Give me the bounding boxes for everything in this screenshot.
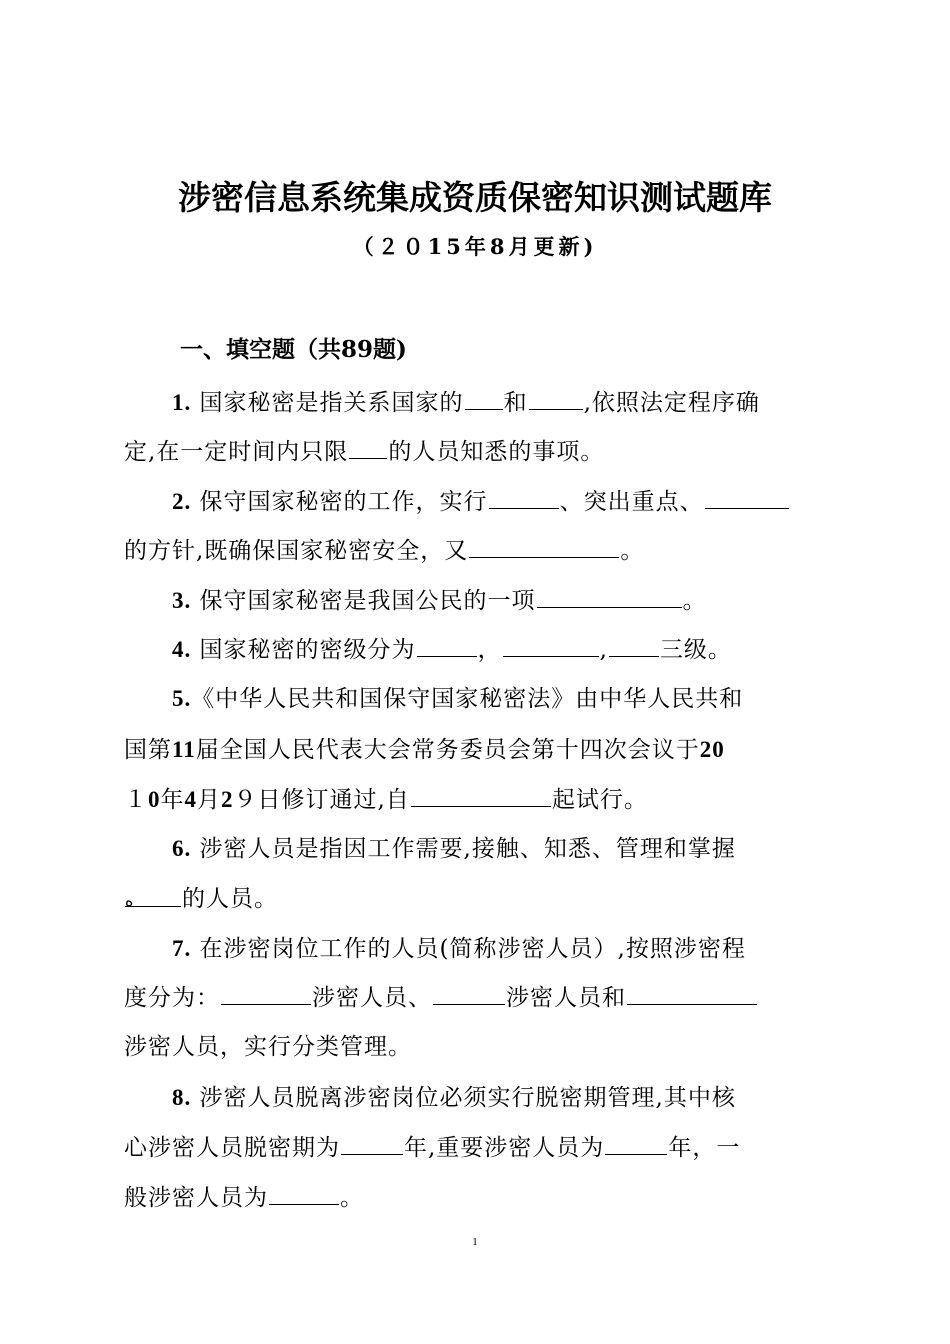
question-2-line-1: 2. 保守国家秘密的工作，实行 、突出重点、 [172,483,790,516]
document-subtitle: （２０15年8月更新) [352,234,598,259]
fill-blank[interactable] [411,786,551,807]
question-6-line-1: 6. 涉密人员是指因工作需要,接触、知悉、管理和掌握 [172,836,736,862]
question-3-line-1: 3. 保守国家秘密是我国公民的一项 。 [172,588,707,614]
page-number: 1 [472,1236,478,1248]
question-7-line-1: 7. 在涉密岗位工作的人员(简称涉密人员）,按照涉密程 [172,936,746,962]
question-4-line-1: 4. 国家秘密的密级分为 ， , 三级。 [172,637,732,663]
fill-blank[interactable]: ه [125,886,181,907]
fill-blank[interactable] [465,389,503,410]
fill-blank[interactable] [529,389,583,410]
fill-blank[interactable] [705,488,789,509]
question-6-line-2: ه 的人员。 [125,886,278,912]
question-1-line-1: 1. 国家秘密是指关系国家的 和 ,依照法定程序确 [172,390,760,416]
document-title: 涉密信息系统集成资质保密知识测试题库 [178,178,772,217]
question-7-line-3: 涉密人员，实行分类管理。 [124,1034,412,1060]
fill-blank[interactable] [489,488,559,509]
fill-blank[interactable] [605,1134,667,1155]
question-2-line-2: 的方针,既确保国家秘密安全，又 。 [124,538,645,564]
fill-blank[interactable] [269,1184,339,1205]
fill-blank[interactable] [503,636,599,657]
fill-blank[interactable] [417,636,477,657]
fill-blank[interactable] [341,1134,403,1155]
question-8-line-1: 8. 涉密人员脱离涉密岗位必须实行脱密期管理,其中核 [172,1085,736,1111]
question-7-line-2: 度分为： 涉密人员、 涉密人员和 [124,979,758,1012]
question-8-line-2: 心涉密人员脱密期为 年,重要涉密人员为 年，一 [124,1135,741,1161]
fill-blank[interactable] [221,984,311,1005]
question-5-line-1: 5.《中华人民共和国保守国家秘密法》由中华人民共和 [172,686,744,712]
question-1-line-2: 定,在一定时间内只限 的人员知悉的事项。 [124,439,605,465]
question-5-line-3: １0年4月2９日修订通过,自 起试行。 [124,787,648,813]
fill-blank[interactable] [349,438,387,459]
fill-blank[interactable] [609,636,659,657]
section-heading: 一、填空题（共89题) [180,336,407,363]
fill-blank[interactable] [627,984,757,1005]
fill-blank[interactable] [469,537,619,558]
fill-blank[interactable] [537,587,682,608]
question-5-line-2: 国第11届全国人民代表大会常务委员会第十四次会议于20 [124,737,725,763]
question-8-line-3: 般涉密人员为 。 [124,1185,364,1211]
fill-blank[interactable] [433,984,505,1005]
